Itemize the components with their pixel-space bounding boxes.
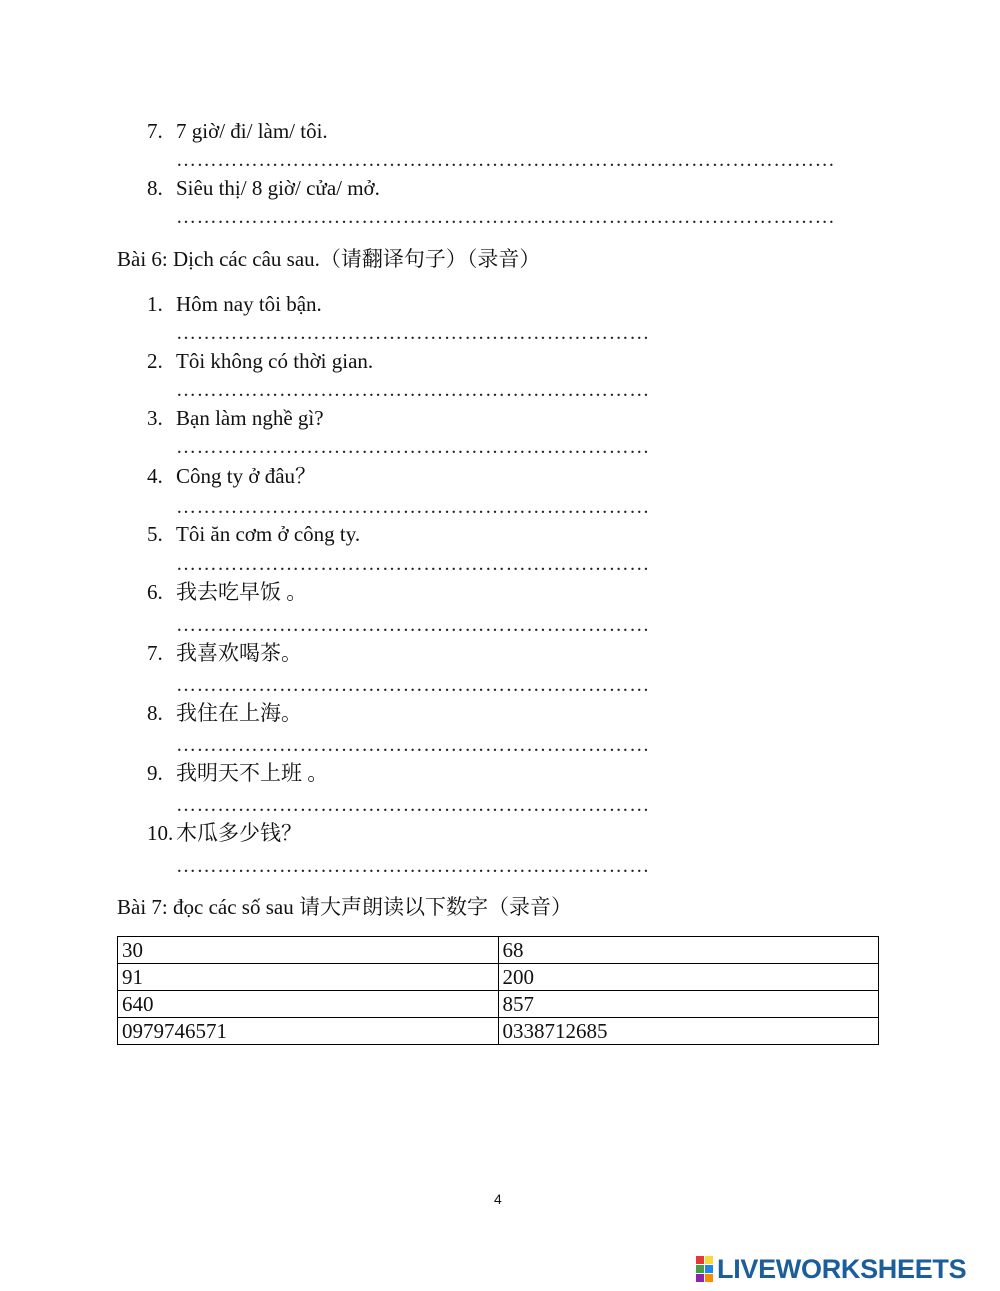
item-number: 2.	[147, 349, 163, 373]
item-text: Tôi ăn cơm ở công ty.	[176, 522, 361, 546]
logo-block	[696, 1256, 704, 1264]
exercise-item	[147, 405, 324, 431]
item-number: 3.	[147, 406, 163, 430]
item-number: 9.	[147, 761, 163, 785]
exercise-item	[147, 820, 302, 846]
table-cell: 0979746571	[118, 1018, 499, 1045]
exercise-item	[147, 348, 373, 374]
item-text: Bạn làm nghề gì?	[176, 406, 324, 430]
table-cell: 200	[498, 964, 879, 991]
exercise-item	[147, 463, 316, 489]
item-text: 木瓜多少钱？	[176, 821, 302, 845]
exercise-item	[147, 579, 307, 605]
table-cell: 68	[498, 937, 879, 964]
answer-line[interactable]: ……………………………………………………………	[176, 674, 650, 696]
answer-line[interactable]: ……………………………………………………………	[176, 436, 650, 458]
item-number: 10.	[147, 821, 174, 845]
exercise-item	[147, 118, 328, 144]
answer-line[interactable]: ……………………………………………………………………………………	[176, 206, 836, 228]
exercise-item	[147, 700, 302, 726]
answer-line[interactable]: ……………………………………………………………	[176, 496, 650, 518]
table-row	[118, 964, 879, 991]
table-row	[118, 937, 879, 964]
item-text: 我去吃早饭 。	[176, 580, 308, 604]
logo-block	[696, 1274, 704, 1282]
answer-line[interactable]: ……………………………………………………………………………………	[176, 149, 836, 171]
exercise-item	[147, 640, 302, 666]
table-cell: 857	[498, 991, 879, 1018]
item-number: 8.	[147, 176, 163, 200]
item-text: Công ty ở đâu？	[176, 464, 317, 488]
item-number: 1.	[147, 292, 163, 316]
page-number: 4	[494, 1191, 502, 1207]
table-cell: 30	[118, 937, 499, 964]
answer-line[interactable]: ……………………………………………………………	[176, 553, 650, 575]
item-text: 7 giờ/ đi/ làm/ tôi.	[176, 119, 328, 143]
item-number: 4.	[147, 464, 163, 488]
answer-line[interactable]: ……………………………………………………………	[176, 855, 650, 877]
item-text: 我明天不上班 。	[176, 761, 329, 785]
item-number: 7.	[147, 641, 163, 665]
answer-line[interactable]: ……………………………………………………………	[176, 322, 650, 344]
logo-block	[705, 1265, 713, 1273]
table-row	[118, 1018, 879, 1045]
liveworksheets-icon	[696, 1256, 713, 1282]
liveworksheets-logo[interactable]	[696, 1254, 966, 1284]
exercise-item	[147, 175, 380, 201]
table-cell: 91	[118, 964, 499, 991]
exercise-item	[147, 291, 322, 317]
item-number: 5.	[147, 522, 163, 546]
item-number: 6.	[147, 580, 163, 604]
brand-name: LIVEWORKSHEETS	[717, 1254, 967, 1284]
exercise-item	[147, 521, 360, 547]
item-text: 我住在上海。	[176, 701, 302, 725]
numbers-table	[117, 936, 879, 1045]
item-text: Tôi không có thời gian.	[176, 349, 374, 373]
item-number: 7.	[147, 119, 163, 143]
table-row	[118, 991, 879, 1018]
answer-line[interactable]: ……………………………………………………………	[176, 794, 650, 816]
table-cell: 0338712685	[498, 1018, 879, 1045]
logo-block	[705, 1256, 713, 1264]
section-6-title: Bài 6: Dịch các câu sau.（请翻译句子）（录音）	[117, 247, 541, 271]
item-text: 我喜欢喝茶。	[176, 641, 302, 665]
section-7-title: Bài 7: đọc các số sau 请大声朗读以下数字（录音）	[117, 895, 572, 919]
answer-line[interactable]: ……………………………………………………………	[176, 614, 650, 636]
item-text: Hôm nay tôi bận.	[176, 292, 322, 316]
answer-line[interactable]: ……………………………………………………………	[176, 734, 650, 756]
table-cell: 640	[118, 991, 499, 1018]
answer-line[interactable]: ……………………………………………………………	[176, 379, 650, 401]
item-number: 8.	[147, 701, 163, 725]
logo-block	[705, 1274, 713, 1282]
logo-block	[696, 1265, 704, 1273]
item-text: Siêu thị/ 8 giờ/ cửa/ mở.	[176, 176, 380, 200]
exercise-item	[147, 760, 328, 786]
